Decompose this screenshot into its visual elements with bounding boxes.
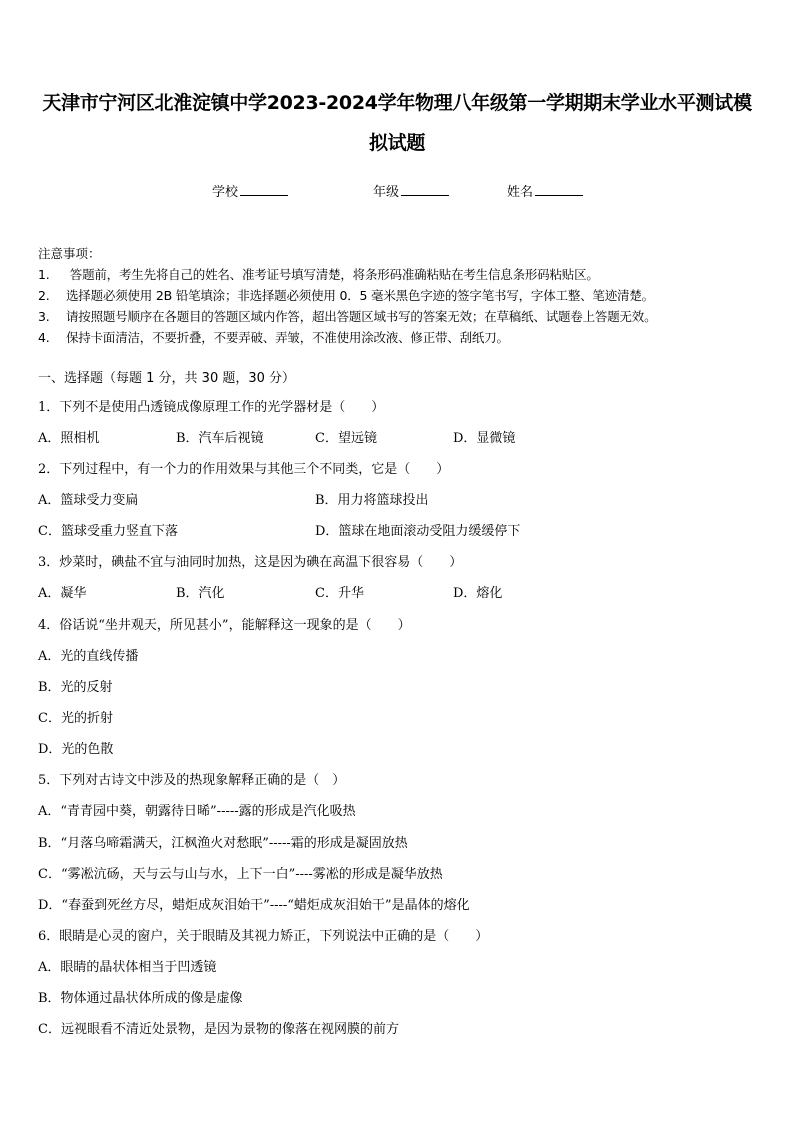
question-option: C．远视眼看不清近处景物，是因为景物的像落在视网膜的前方 [38, 1022, 399, 1037]
question-option: C．光的折射 [38, 711, 113, 726]
name-label: 姓名 [507, 185, 534, 200]
question-option: C．篮球受重力竖直下落 [38, 524, 178, 539]
notice-item [38, 328, 509, 346]
notice-number: 3. [38, 309, 50, 324]
question-option: C．“雾凇沆砀，天与云与山与水，上下一白”----雾凇的形成是凝华放热 [38, 867, 443, 882]
name-blank [535, 183, 583, 196]
question-option: D．显微镜 [453, 431, 516, 446]
question-option: A．照相机 [38, 431, 100, 446]
grade-field [373, 181, 449, 200]
section-heading: 一、选择题（每题 1 分，共 30 题，30 分） [38, 371, 296, 386]
notice-text: 答题前，考生先将自己的姓名、准考证号填写清楚，将条形码准确粘贴在考生信息条形码粘贴区。 [66, 267, 599, 282]
notice-item [38, 286, 654, 304]
question-option: B．光的反射 [38, 680, 113, 695]
name-field [507, 181, 583, 200]
question-stem: 5．下列对古诗文中涉及的热现象解释正确的是（ ） [38, 773, 346, 788]
notice-text: 保持卡面清洁，不要折叠，不要弄破、弄皱，不准使用涂改液、修正带、刮纸刀。 [66, 330, 509, 345]
school-blank [240, 183, 288, 196]
question-option: A．凝华 [38, 586, 87, 601]
notice-text: 请按照题号顺序在各题目的答题区域内作答，超出答题区域书写的答案无效；在草稿纸、试题卷上答题无效。 [66, 309, 657, 324]
question-option: B．“月落乌啼霜满天，江枫渔火对愁眠”-----霜的形成是凝固放热 [38, 836, 408, 851]
question-stem: 1．下列不是使用凸透镜成像原理工作的光学器材是（ ） [38, 400, 385, 415]
notice-item [38, 307, 656, 325]
question-option: A．篮球受力变扁 [38, 493, 139, 508]
question-option: C．升华 [315, 586, 364, 601]
question-stem: 3．炒菜时，碘盐不宜与油同时加热，这是因为碘在高温下很容易（ ） [38, 555, 463, 570]
question-option: C．望远镜 [315, 431, 377, 446]
question-option: B．汽车后视镜 [176, 431, 264, 446]
grade-label: 年级 [373, 185, 400, 200]
exam-title-line1: 天津市宁河区北淮淀镇中学2023-2024学年物理八年级第一学期期末学业水平测试模 [42, 92, 752, 114]
notice-number: 4. [38, 330, 50, 345]
question-stem: 4．俗话说“坐井观天，所见甚小”，能解释这一现象的是（ ） [38, 618, 411, 633]
question-option: D．“春蚕到死丝方尽，蜡炬成灰泪始干”----“蜡炬成灰泪始干”是晶体的熔化 [38, 898, 470, 913]
school-field [212, 181, 288, 200]
question-stem: 6．眼睛是心灵的窗户，关于眼睛及其视力矫正，下列说法中正确的是（ ） [38, 929, 489, 944]
question-option: B．汽化 [176, 586, 225, 601]
question-option: B．物体通过晶状体所成的像是虚像 [38, 991, 243, 1006]
notice-title: 注意事项： [38, 246, 101, 261]
notice-number: 2. [38, 288, 50, 303]
school-label: 学校 [212, 185, 239, 200]
notice-item [38, 265, 599, 283]
question-option: D．光的色散 [38, 742, 114, 757]
grade-blank [401, 183, 449, 196]
question-option: A．“青青园中葵，朝露待日晞”-----露的形成是汽化吸热 [38, 804, 356, 819]
exam-title-line2: 拟试题 [368, 132, 426, 154]
question-stem: 2．下列过程中，有一个力的作用效果与其他三个不同类，它是（ ） [38, 462, 450, 477]
notice-text: 选择题必须使用 2B 铅笔填涂；非选择题必须使用 0．5 毫米黑色字迹的签字笔书写，字体工整、笔迹清楚。 [66, 288, 654, 303]
question-option: D．篮球在地面滚动受阻力缓缓停下 [315, 524, 521, 539]
question-option: D．熔化 [453, 586, 503, 601]
question-option: B．用力将篮球投出 [315, 493, 429, 508]
question-option: A．眼睛的晶状体相当于凹透镜 [38, 960, 217, 975]
question-option: A．光的直线传播 [38, 649, 139, 664]
notice-number: 1. [38, 267, 50, 282]
